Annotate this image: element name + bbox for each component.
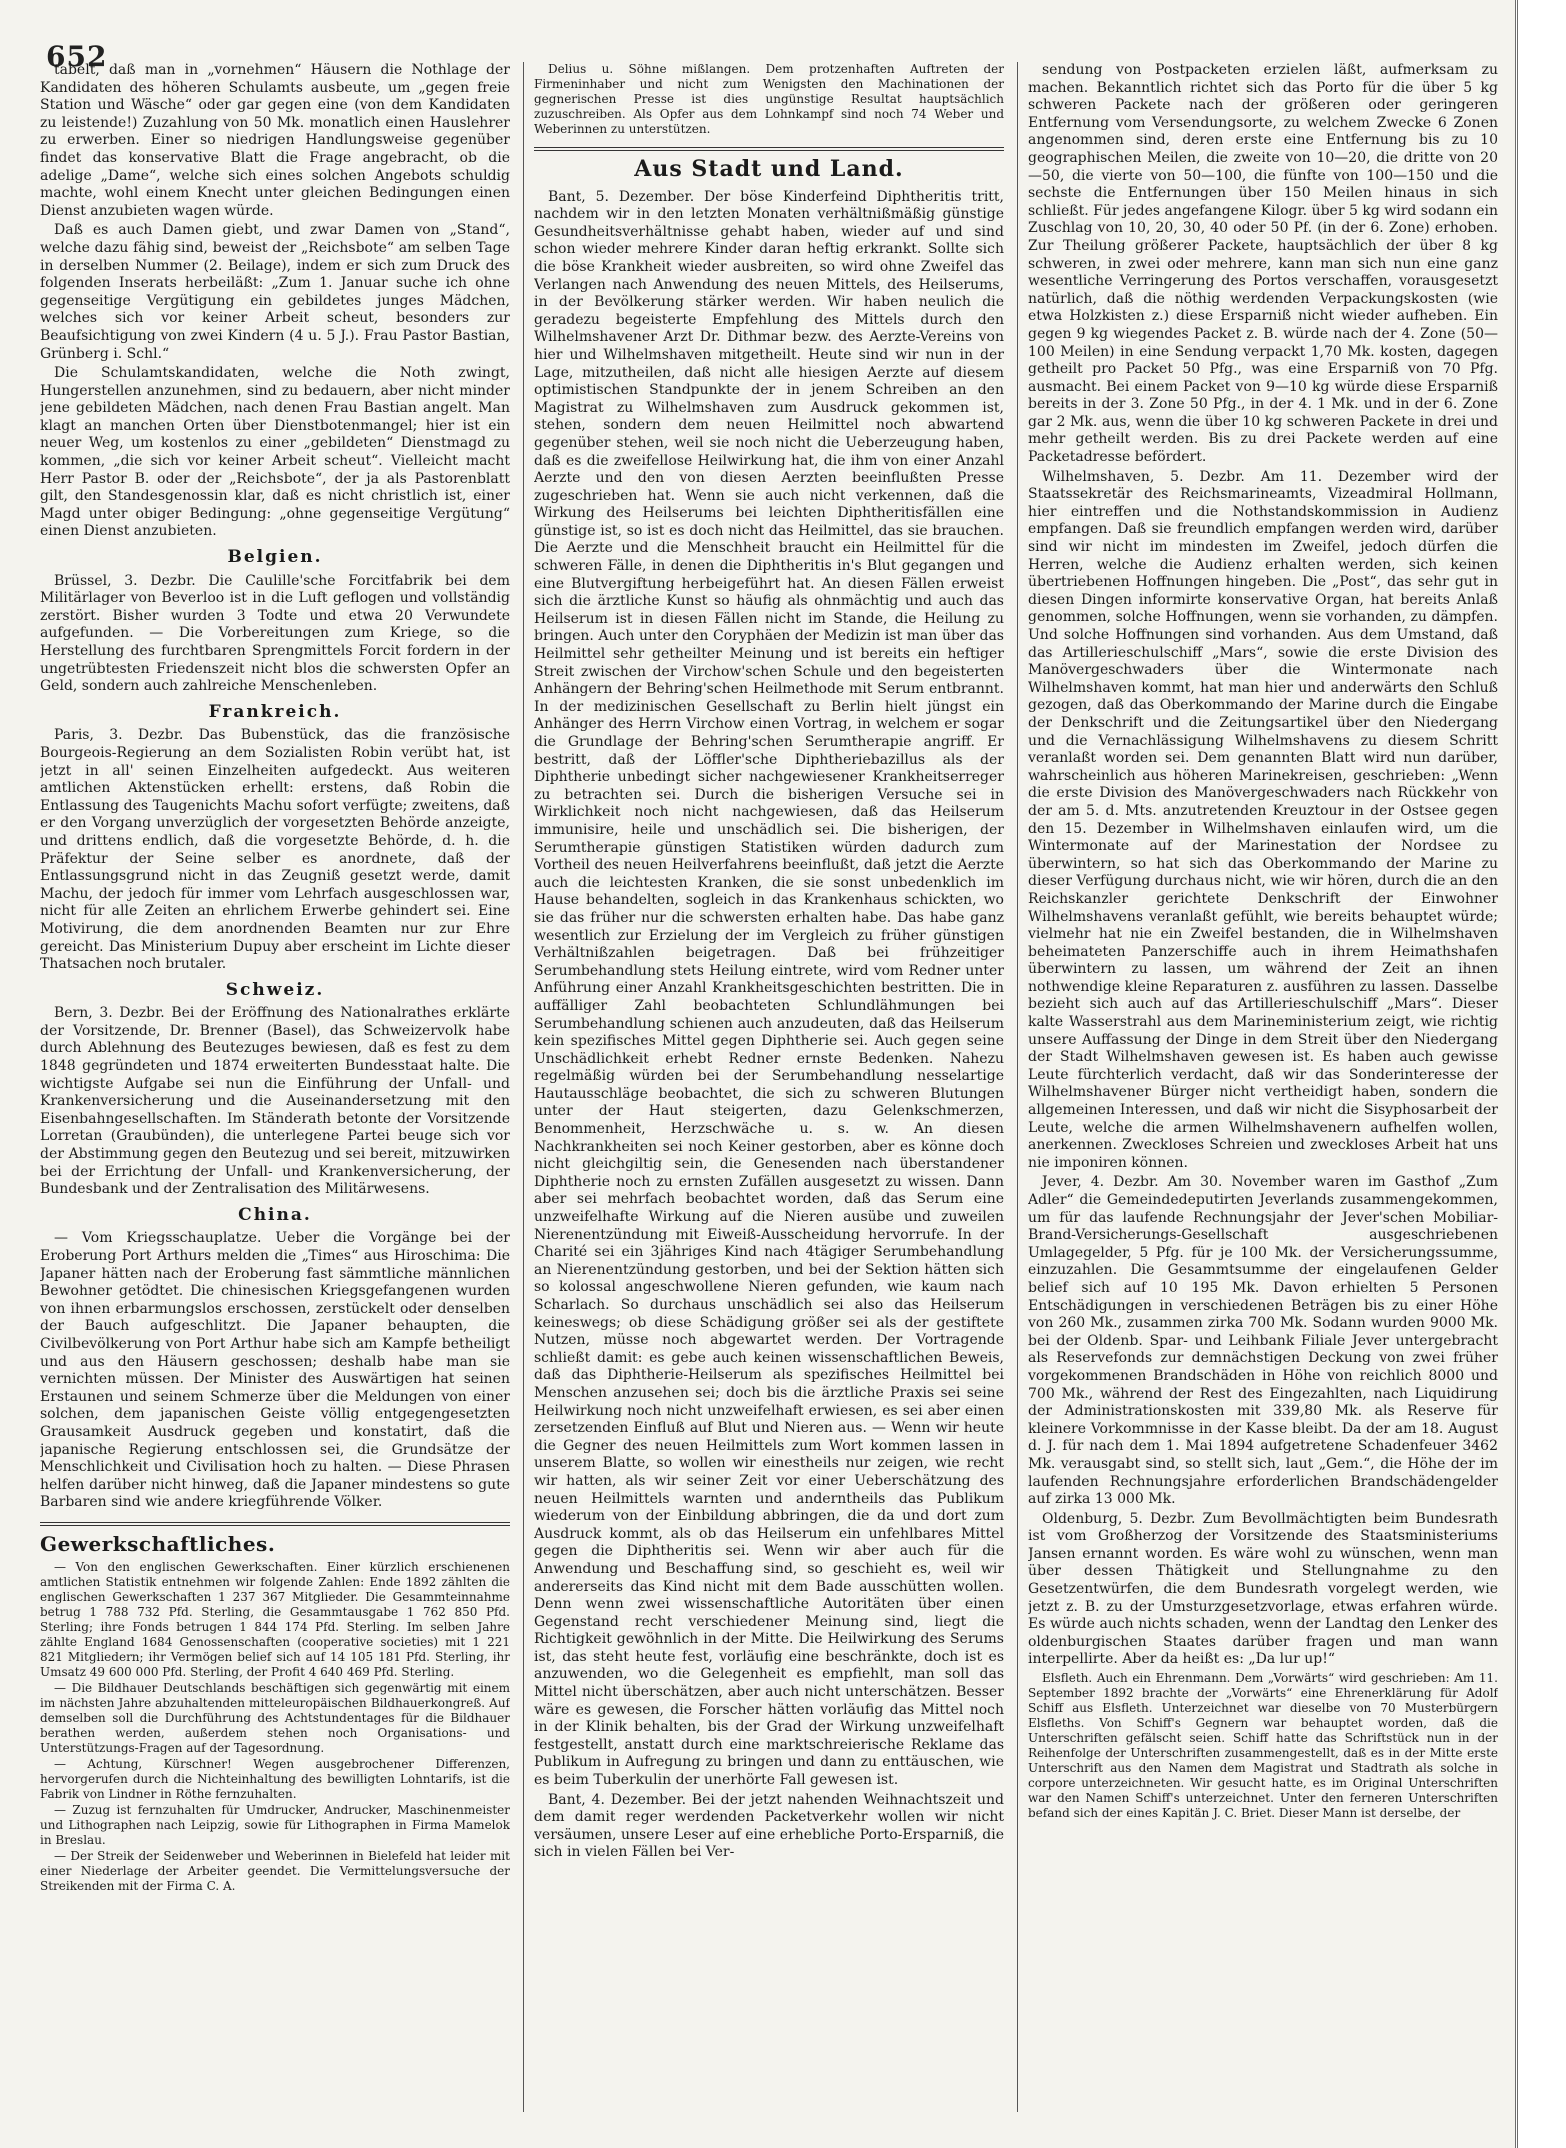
article-paragraph: Wilhelmshaven, 5. Dezbr. Am 11. Dezember wird der Staatssekretär des Reichsmarineamts, Vizeadmiral Hollmann, hier eintreffen und die Nothstandskommission in Audienz empfangen. Daß sie freundlich empfangen werden wird, darüber sind wir nicht im mindesten im Zweifel, jedoch dürfen die Herren, welche die Audienz erhalten werden, sich keinen übertriebenen Hoffnungen hingeben. Die „Post“, das sehr gut in diesen Dingen informirte konservative Organ, hat bereits Anlaß genommen, solche Hoffnungen, wenn sie vorhanden, zu dämpfen. Und solche Hoffnungen sind vorhanden. Aus dem Umstand, daß das Artillerieschulschiff „Mars“, sowie die erste Division des Manövergeschwaders über die Wintermonate nach Wilhelmshaven kommt, hat man hier und anderwärts den Schluß gezogen, daß das Oberkommando der Marine durch die Eingabe der Denkschrift und die Zeitungsartikel über den Niedergang und die Vernachlässigung Wilhelmshavens zu diesem Schritt veranlaßt worden sei. Dem genannten Blatt wird nun darüber, wahrscheinlich aus höheren Marinekreisen, geschrieben: „Wenn die erste Division des Manövergeschwaders nach Rückkehr von der am 5. d. Mts. anzutretenden Kreuztour in der Ostsee gegen den 15. Dezember in Wilhelmshaven einlaufen wird, um die Wintermonate auf der Marinestation der Nordsee zu überwintern, so hat sich das Oberkommando der Marine zu dieser Verfügung durchaus nicht, wie wir hören, durch die an den Reichskanzler gerichtete Denkschrift der Einwohner Wilhelmshavens veranlaßt gefühlt, wie bereits behauptet würde; vielmehr hat nie ein Zweifel bestanden, die in Wilhelmshaven beheimateten Panzerschiffe auch in ihrem Heimathshafen überwintern zu lassen, um während der Zeit an ihnen nothwendige kleine Reparaturen z. ausführen zu lassen. Dasselbe bezieht sich auch auf das Artillerieschulschiff „Mars“. Dieser kalte Wasserstrahl aus dem Marineministerium zeigt, wie richtig unsere Auffassung der Dinge in dem Streit über den Niedergang der Stadt Wilhelmshaven gewesen ist. Es haben auch gewisse Leute fürchterlich verdacht, daß wir das Sonderinteresse der Wilhelmshavener Bürger nicht vertheidigt haben, sondern die allgemeinen Interessen, und daß wir nicht die Sisyphosarbeit der Leute, welche die armen Wilhelmshavenern aufhelfen wollen, anerkennen. Zweckloses Schreien und zweckloses Arbeit hat uns nie imponiren können. <box>1028 468 1498 1171</box>
small-print-block <box>1028 1671 1498 1821</box>
news-item: — Die Bildhauer Deutschlands beschäftigen sich gegenwärtig mit einem im nächsten Jahre abzuhaltenden mitteleuropäischen Bildhauerkongreß. Auf demselben soll die Durchführung des Achtstundentages für die Bildhauer berathen werden, außerdem stehen noch Organisations- und Unterstützungs-Fragen auf der Tagesordnung. <box>40 1680 510 1755</box>
article-paragraph: Oldenburg, 5. Dezbr. Zum Bevollmächtigten beim Bundesrath ist vom Großherzog der Vorsitzende des Staatsministeriums Jansen ernannt worden. Es wäre wohl zu wünschen, wenn man über dessen Thätigkeit und Stellungnahme zu den Gesetzentwürfen, die dem Bundesrath vorgelegt werden, wie jetzt z. B. zu der Umsturzgesetzvorlage, etwas erfahren würde. Es würde auch nichts schaden, wenn der Landtag den Lenker des oldenburgischen Staates darüber fragen und man wann interpellirte. Aber da heißt es: „Da lur up!“ <box>1028 1510 1498 1668</box>
news-item: Elsfleth. Auch ein Ehrenmann. Dem „Vorwärts“ wird geschrieben: Am 11. September 1892 brachte der „Vorwärts“ eine Ehrenerklärung für Adolf Schiff aus Elsfleth. Unterzeichnet war dieselbe von 70 Musterbürgern Elsfleths. Von Schiff's Gegnern war behauptet worden, daß die Unterschriften gefälscht seien. Schiff hatte das Schriftstück nun in der Reihenfolge der Unterschriften zusammengestellt, daß es in der Mitte erste Unterschrift aus den Namen dem Magistrat und Stadtrath als solche in corpore unterzeichneten. Wir gesucht hatte, es im Original Unterschriften war den Namen Schiff's unterzeichnet. Unter den ferneren Unterschriften befand sich der eines Kapitän J. C. Briet. Dieser Mann ist derselbe, der <box>1028 1671 1498 1821</box>
article-paragraph: sendung von Postpacketen erzielen läßt, aufmerksam zu machen. Bekanntlich richtet sich das Porto für die über 5 kg schweren Packete nach der größeren oder geringeren Entfernung vom Versendungsorte, zu welchem Zwecke 6 Zonen angenommen sind, deren erste eine Entfernung bis zu 10 geographischen Meilen, die zweite von 10—20, die dritte von 20—50, die vierte von 50—100, die fünfte von 100—150 und die sechste die Entfernungen über 150 Meilen hinaus in sich schließt. Für jedes angefangene Kilogr. über 5 kg wird sodann ein Zuschlag von 10, 20, 30, 40 oder 50 Pf. (in der 6. Zone) erhoben. Zur Theilung größerer Packete, hauptsächlich der über 8 kg schweren, in zwei oder mehrere, kann man sich nun eine ganz wesentliche Verringerung des Portos verschaffen, vorausgesetzt natürlich, daß die nöthig werdenden Verpackungskosten (wie etwa Holzkisten z.) diese Ersparniß nicht wieder aufheben. Ein gegen 9 kg wiegendes Packet z. B. würde nach der 4. Zone (50—100 Meilen) in eine Sendung verpackt 1,70 Mk. kosten, dagegen getheilt pro Packet 50 Pfg., was eine Ersparniß von 70 Pfg. ausmacht. Bei einem Packet von 9—10 kg würde diese Ersparniß bereits in der 3. Zone 50 Pfg., in der 4. 1 Mk. und in der 6. Zone gar 2 Mk. aus, wenn die über 10 kg schweren Packete in drei und mehr getheilt werden. Bis zu drei Packete werden auf eine Packetadresse befördert. <box>1028 62 1498 466</box>
news-item: — Zuzug ist fernzuhalten für Umdrucker, Andrucker, Maschinenmeister und Lithographen nach Leipzig, sowie für Lithographen in Firma Mamelok in Breslau. <box>40 1802 510 1847</box>
article-paragraph: Die Schulamtskandidaten, welche die Noth zwingt, Hungerstellen anzunehmen, sind zu bedauern, aber nicht minder jene gebildeten Mädchen, nach denen Frau Bastian angelt. Man klagt an manchen Orten über Dienstbotenmangel; hier ist ein neuer Weg, um kostenlos zu einer „gebildeten“ Dienstmagd zu kommen, „die sich vor keiner Arbeit scheut“. Vielleicht macht Herr Pastor B. oder der „Reichsbote“, der ja als Pastorenblatt gilt, den Standesgenossin klar, daß es nicht christlich ist, einer Magd unter obiger Bedingung: „ohne gegenseitige Vergütung“ einen Dienst anzubieten. <box>40 365 510 540</box>
column-right <box>1028 62 1498 2120</box>
article-paragraph: Paris, 3. Dezbr. Das Bubenstück, das die französische Bourgeois-Regierung an dem Sozialisten Robin verübt hat, ist jetzt in all' seinen Einzelheiten aufgedeckt. Aus weiteren amtlichen Aktenstücken erhellt: erstens, daß Robin die Entlassung des Taugenichts Machu sofort verfügte; zweitens, daß er den Vorgang unverzüglich der vorgesetzten Behörde anzeigte, und drittens endlich, daß die vorgesetzte Behörde, d. h. die Präfektur der Seine selber es anordnete, daß der Entlassungsgrund nicht in das Zeugniß gesetzt werde, damit Machu, der jedoch für immer vom Lehrfach ausgeschlossen war, nicht für alle Zeiten an ehrlichem Erwerbe gehindert sei. Eine Motivirung, die dem anordnenden Beamten nur zur Ehre gereicht. Das Ministerium Dupuy aber erscheint im Lichte dieser Thatsachen noch brutaler. <box>40 727 510 973</box>
section-heading-stadt-und-land: Aus Stadt und Land. <box>634 156 904 182</box>
article-paragraph: Jever, 4. Dezbr. Am 30. November waren im Gasthof „Zum Adler“ die Gemeindedeputirten Jeverlands zusammengekommen, um für das laufende Rechnungsjahr der Jever'schen Mobiliar-Brand-Versicherungs-Gesellschaft ausgeschriebenen Umlagegelder, 5 Pfg. für je 100 Mk. der Versicherungssumme, einzuzahlen. Die Gesammtsumme der eingelaufenen Gelder belief sich auf 10 195 Mk. Davon erhielten 5 Personen Entschädigungen in verschiedenen Beträgen bis zu einer Höhe von 260 Mk., zusammen zirka 700 Mk. Sodann wurden 9000 Mk. bei der Oldenb. Spar- und Leihbank Filiale Jever untergebracht als Reservefonds zur demnächstigen Deckung von zwei früher vorgekommenen Brandschäden in Höhe von reichlich 8000 und 700 Mk., während der Rest des Eingezahlten, nach Liquidirung der Administrationskosten mit 339,80 Mk. als Reserve für kleinere Vorkommnisse in der Kasse bleibt. Da der am 18. August d. J. für nach dem 1. Mai 1894 aufgetretene Schadenfeuer 3462 Mk. verausgabt sind, so stellt sich, laut „Gem.“, die Höhe der im laufenden Rechnungsjahre erforderlichen Brandschädengelder auf zirka 13 000 Mk. <box>1028 1174 1498 1508</box>
page-binding-edge <box>1515 0 1566 2148</box>
column-left <box>40 62 510 2120</box>
section-heading-gewerkschaftliches: Gewerkschaftliches. <box>40 1531 276 1556</box>
page-number: 652 <box>46 40 108 73</box>
article-paragraph: Bant, 5. Dezember. Der böse Kinderfeind Diphtheritis tritt, nachdem wir in den letzten Monaten verhältnißmäßig günstige Gesundheitsverhältnisse gehabt haben, wieder auf und sind schon wieder mehrere Kinder daran heftig erkrankt. Sollte sich die böse Krankheit wieder ausbreiten, so wird ohne Zweifel das Verlangen nach Anwendung des neuen Mittels, des Heilserums, in der Bevölkerung stärker werden. Wir haben neulich die geradezu begeisterte Empfehlung des Mittels durch den Wilhelmshavener Arzt Dr. Dithmar bezw. des Aerzte-Vereins von hier und Wilhelmshaven mitgetheilt. Heute sind wir nun in der Lage, mitzutheilen, daß nicht alle hiesigen Aerzte auf diesem optimistischen Standpunkte der in jenem Schreiben an den Magistrat zu Wilhelmshaven zum Ausdruck gekommen ist, stehen, sondern dem neuen Heilmittel noch abwartend gegenüber stehen, weil sie noch nicht die Ueberzeugung haben, daß es die zweifellose Heilwirkung hat, die ihm von einer Anzahl Aerzte und den von diesen Aerzten beeinflußten Presse zugeschrieben hat. Wenn sie auch nicht verkennen, daß die Wirkung des Heilserums bei leichten Diphtheritisfällen eine günstige ist, so ist es doch nicht das Heilmittel, das sie brauchen. Die Aerzte und die Menschheit braucht ein Heilmittel für die schweren Fälle, in denen die Diphtheritis in's Blut gegangen und eine Blutvergiftung herbeigeführt hat. An diesen Fällen erweist sich die ärztliche Kunst so häufig als ohnmächtig und auch das Heilserum ist in diesen Fällen nicht im Stande, die Heilung zu bringen. Auch unter den Coryphäen der Medizin ist man über das Heilmittel sehr getheilter Meinung und ist bereits ein heftiger Streit zwischen der Virchow'schen Schule und den begeisterten Anhängern der Behring'schen Heilmethode mit Serum entbrannt. In der medizinischen Gesellschaft zu Berlin hielt jüngst ein Anhänger des Herrn Virchow einen Vortrag, in welchem er sogar die Grundlage der Behring'schen Serumtherapie angriff. Er bestritt, daß der Löffler'sche Diphtheriebazillus als der Diphtherie unbedingt sicher nachgewiesener Krankheitserreger zu betrachten sei. Durch die bisherigen Versuche sei in Wirklichkeit noch nicht nachgewiesen, daß das Heilserum immunisire, heile und unschädlich sei. Die bisherigen, der Serumtherapie günstigen Statistiken würden dadurch zum Vortheil des neuen Heilverfahrens beeinflußt, daß jetzt die Aerzte auch die leichtesten Kranken, die sie sonst unbedenklich im Hause behandelten, sogleich in das Krankenhaus schickten, wo sie das früher nur die schwersten erhalten habe. Das habe ganz wesentlich zur Erzielung der im Vergleich zu früher günstigen Verhältnißzahlen beigetragen. Daß bei frühzeitiger Serumbehandlung stets Heilung eintrete, wird vom Redner unter Anführung einer Anzahl Krankheitsgeschichten bestritten. Die in auffälliger Zahl beobachteten Schlundlähmungen bei Serumbehandlung schienen auch anzudeuten, daß das Heilserum kein spezifisches Mittel gegen Diphtherie sei. Auch gegen seine Unschädlichkeit erhebt Redner ernste Bedenken. Nahezu regelmäßig würden bei der Serumbehandlung nesselartige Hautausschläge beobachtet, die sich zu schweren Blutungen unter der Haut steigerten, dazu Gelenkschmerzen, Benommenheit, Herzschwäche u. s. w. An diesen Nachkrankheiten sei noch Keiner gestorben, aber es könne doch nicht gleichgiltig sein, die Genesenden nach überstandener Diphtherie noch zu ernsten Zufällen ausgesetzt zu wissen. Dann aber sei mehrfach beobachtet worden, daß das Serum eine unzweifelhafte Wirkung auf die Nieren ausübe und zuweilen Nierenentzündung mit Eiweiß-Ausscheidung hervorrufe. In der Charité sei ein 3jähriges Kind nach 4tägiger Serumbehandlung an Nierenentzündung gestorben, und bei der Sektion hätten sich so kolossal angeschwollene Nieren gefunden, wie kaum nach Scharlach. So durchaus unschädlich sei also das Heilserum keineswegs; ob diese Schädigung größer sei als der gestiftete Nutzen, müsse noch abgewartet werden. Der Vortragende schließt damit: es gebe auch keinen wissenschaftlichen Beweis, daß das Diphtherie-Heilserum als spezifisches Heilmittel bei Menschen anzusehen sei; doch bis die ärztliche Praxis sei seine Heilwirkung noch nicht unzweifelhaft erwiesen, es sei aber einen zersetzenden Einfluß auf Blut und Nieren aus. — Wenn wir heute die Gegner des neuen Heilmittels zum Wort kommen lassen in unserem Blatte, so wollen wir einestheils nur zeigen, wie recht wir hatten, als wir seiner Zeit vor einer Ueberschätzung des neuen Heilmittels warnten und anderntheils das Publikum wiederum von der Einbildung abbringen, die da und dort zum Ausdruck kommt, als ob das Heilserum ein unfehlbares Mittel gegen die Diphtheritis sei. Wenn wir aber auch für die Anwendung und Beschaffung sind, so geschieht es, weil wir andererseits das Kind nicht mit dem Bade ausschütten wollen. Denn wenn zwei wissenschaftliche Autoritäten über einen Gegenstand recht verschiedener Meinung sind, liegt die Richtigkeit gewöhnlich in der Mitte. Die Heilwirkung des Serums ist, das steht heute fest, vorläufig eine beschränkte, doch ist es anzuwenden, wo die Gelegenheit es empfiehlt, man soll das Mittel nicht überschätzen, aber auch nicht unterschätzen. Besser wäre es gewesen, die Forscher hätten vorläufig das Mittel noch in der Klinik behalten, bis der Grad der Wirkung unzweifelhaft festgestellt, anstatt durch eine marktschreierische Reklame das Publikum in Aufregung zu bringen und dann zu enttäuschen, wie es beim Tuberkulin der unerhörte Fall gewesen ist. <box>534 188 1004 1789</box>
newspaper-page <box>40 40 1514 2120</box>
article-paragraph: — Vom Kriegsschauplatze. Ueber die Vorgänge bei der Eroberung Port Arthurs melden die „Times“ aus Hiroschima: Die Japaner hätten nach der Eroberung fast sämmtliche männlichen Bewohner getödtet. Die chinesischen Kriegsgefangenen wurden von ihnen erbarmungslos erschossen, zerstückelt oder denselben der Bauch aufgeschlitzt. Die Japaner behaupten, die Civilbevölkerung von Port Arthur habe sich am Kampfe betheiligt und aus den Häusern geschossen; deshalb habe man sie vernichten müssen. Der Minister des Auswärtigen hat seinen Erstaunen und seinem Schmerze über die Meldungen von einer solchen, dem japanischen Geiste völlig entgegengesetzten Grausamkeit Ausdruck gegeben und konstatirt, daß die japanische Regierung entschlossen sei, die Grundsätze der Menschlichkeit und Civilisation hoch zu halten. — Diese Phrasen helfen darüber nicht hinweg, daß die Japaner mindestens so gute Barbaren sind wie andere kriegführende Völker. <box>40 1230 510 1511</box>
article-paragraph: Bant, 4. Dezember. Bei der jetzt nahenden Weihnachtszeit und dem damit reger werdenden Packetverkehr wollen wir nicht versäumen, unsere Leser auf eine erhebliche Porto-Ersparniß, die sich in vielen Fällen bei Ver- <box>534 1791 1004 1861</box>
column-middle <box>534 62 1004 2120</box>
section-heading-schweiz: Schweiz. <box>225 979 325 1000</box>
news-item: — Achtung, Kürschner! Wegen ausgebrochener Differenzen, hervorgerufen durch die Nichteinhaltung des bewilligten Lohntarifs, ist die Fabrik von Lindner in Röthe fernzuhalten. <box>40 1756 510 1801</box>
small-print-block <box>534 62 1004 137</box>
article-paragraph: tabelt, daß man in „vornehmen“ Häusern die Nothlage der Kandidaten des höheren Schulamts ausbeute, um „gegen freie Station und Wäsche“ oder gar gegen eine (von dem Kandidaten zu leistende!) Zuzahlung von 50 Mk. monatlich einen Hauslehrer zu erwerben. Einer so niedrigen Handlungsweise gegenüber findet das konservative Blatt die Frage angebracht, ob die adelige „Dame“, welche sich eines solchen Angebots schuldig machte, wohl einem Knecht unter gleichen Bedingungen einen Dienst anzubieten wagen würde. <box>40 62 510 219</box>
section-heading-belgien: Belgien. <box>227 547 323 568</box>
section-heading-frankreich: Frankreich. <box>208 701 342 722</box>
article-paragraph: Daß es auch Damen giebt, und zwar Damen von „Stand“, welche dazu fähig sind, beweist der „Reichsbote“ am selben Tage in derselben Nummer (2. Beilage), indem er sich zum Druck des folgenden Inserats herbeiläßt: „Zum 1. Januar suche ich ohne gegenseitige Vergütigung ein gebildetes junges Mädchen, welches sich vor keiner Arbeit scheut, besonders zur Beaufsichtigung von zwei Kindern (4 u. 5 J.). Frau Pastor Bastian, Grünberg i. Schl.“ <box>40 222 510 362</box>
news-item: — Der Streik der Seidenweber und Weberinnen in Bielefeld hat leider mit einer Niederlage der Arbeiter geendet. Die Vermittelungsversuche der Streikenden mit der Firma C. A. <box>40 1848 510 1893</box>
article-paragraph: Bern, 3. Dezbr. Bei der Eröffnung des Nationalrathes erklärte der Vorsitzende, Dr. Brenner (Basel), das Schweizervolk habe durch Ablehnung des Beutezuges bewiesen, daß es fest zu dem 1848 gegründeten und 1874 erweiterten Bundesstaat halte. Die wichtigste Aufgabe sei nun die Einführung der Unfall- und Krankenversicherung und die Auseinandersetzung mit den Eisenbahngesellschaften. Im Ständerath betonte der Vorsitzende Lorretan (Graubünden), die unterlegene Partei beuge sich vor der Abstimmung gegen den Beutezug und sei bereit, mitzuwirken bei der Errichtung der Unfall- und Krankenversicherung, der Bundesbank und der Zentralisation des Militärwesens. <box>40 1005 510 1198</box>
news-item: — Von den englischen Gewerkschaften. Einer kürzlich erschienenen amtlichen Statistik entnehmen wir folgende Zahlen: Ende 1892 zählten die englischen Gewerkschaften 1 237 367 Mitglieder. Die Gesammteinnahme betrug 1 788 732 Pfd. Sterling, die Gesammtausgabe 1 762 850 Pfd. Sterling; ihre Fonds betrugen 1 844 174 Pfd. Sterling. Im selben Jahre zählte England 1684 Genossenschaften (cooperative societies) mit 1 221 821 Mitgliedern; ihr Vermögen belief sich auf 14 105 181 Pfd. Sterling, ihr Umsatz 49 600 000 Pfd. Sterling, der Profit 4 640 469 Pfd. Sterling. <box>40 1559 510 1679</box>
section-heading-china: China. <box>238 1204 312 1225</box>
section-divider <box>40 1522 510 1526</box>
column-rule <box>523 62 524 2112</box>
news-item: Delius u. Söhne mißlangen. Dem protzenhaften Auftreten der Firmeninhaber und nicht zum Wenigsten den Machinationen der gegnerischen Presse ist dies ungünstige Resultat hauptsächlich zuzuschreiben. Als Opfer aus dem Lohnkampf sind noch 74 Weber und Weberinnen zu unterstützen. <box>534 62 1004 136</box>
section-divider <box>534 147 1004 151</box>
column-rule <box>1017 62 1018 2112</box>
article-paragraph: Brüssel, 3. Dezbr. Die Caulille'sche Forcitfabrik bei dem Militärlager von Beverloo ist in die Luft geflogen und vollständig zerstört. Bisher wurden 3 Todte und etwa 20 Verwundete aufgefunden. — Die Vorbereitungen zum Kriege, so die Herstellung des furchtbaren Sprengmittels Forcit fordern in der ungetrübtesten Friedenszeit nicht blos die schwersten Opfer an Geld, sondern auch zahlreiche Menschenleben. <box>40 572 510 695</box>
small-print-block <box>40 1560 510 1894</box>
